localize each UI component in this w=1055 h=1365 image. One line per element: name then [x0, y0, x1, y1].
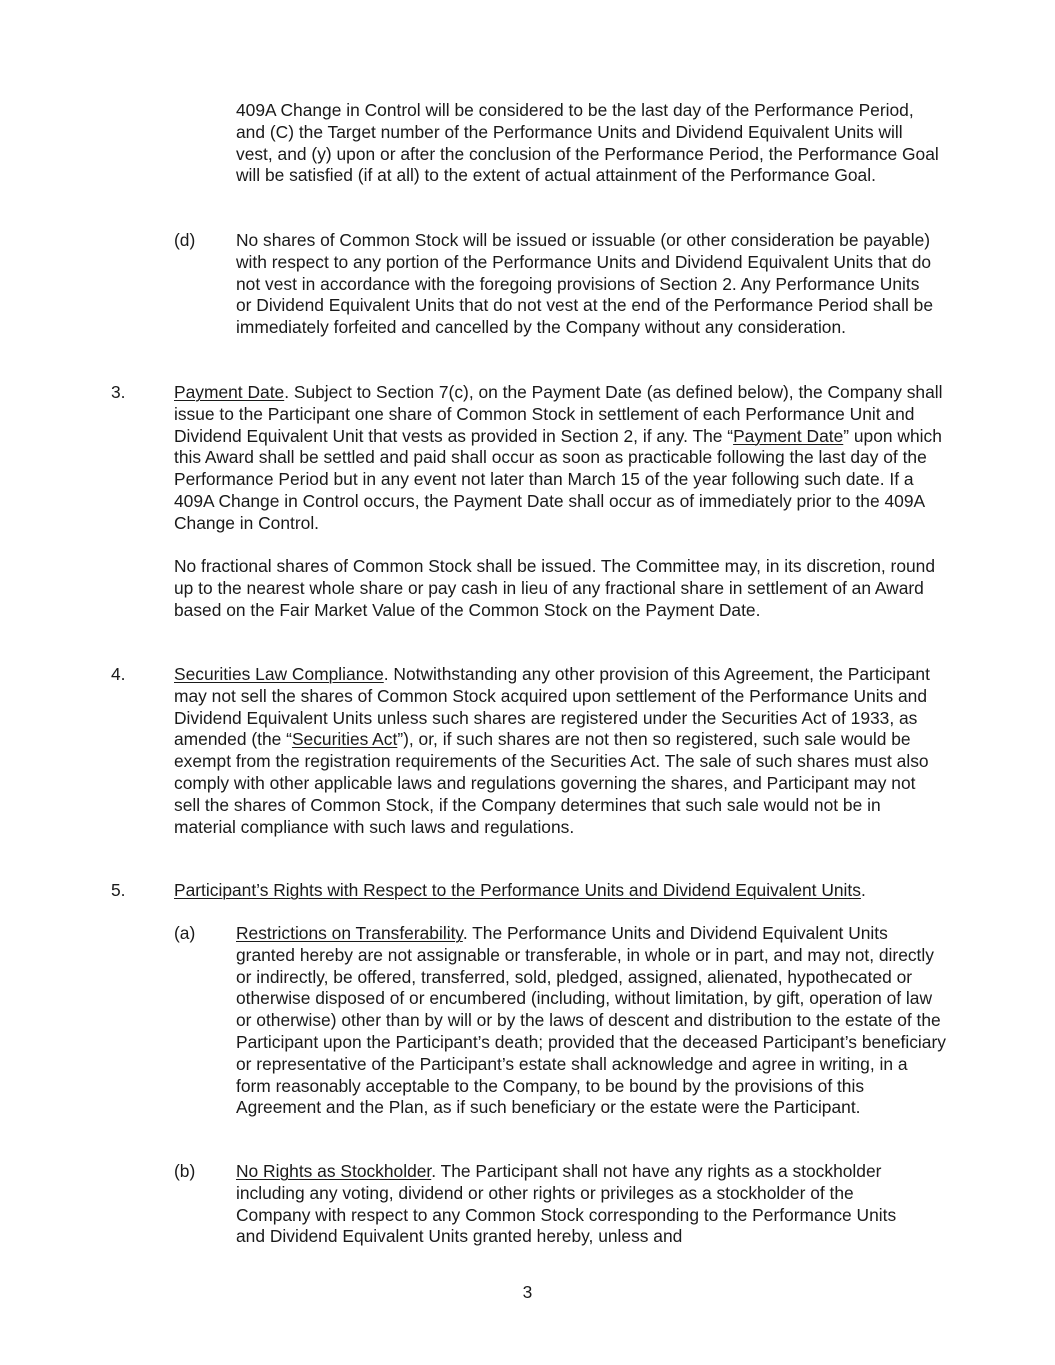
section-5-heading: Participant’s Rights with Respect to the Performance Units and Dividend Equivalent Units: [174, 880, 861, 900]
section-4-paragraph: [174, 664, 944, 838]
section-3-paragraph: [174, 382, 946, 535]
section-4-heading: Securities Law Compliance: [174, 664, 384, 684]
section-5-heading-line: [174, 880, 974, 902]
subsection-5b-text: . The Participant shall not have any rights as a stockholder including any voting, dividend or other rights or privileges as a stockholder of the Company with respect to any Common Stock corresponding to the Performance Units and Dividend Equivalent Units granted hereby, unless and: [236, 1161, 897, 1247]
section-3-heading: Payment Date: [174, 382, 285, 402]
subsection-5a-heading: Restrictions on Transferability: [236, 923, 463, 943]
subsection-d-label: (d): [174, 230, 196, 250]
section-3-number: 3.: [111, 382, 126, 402]
subsection-5b-label: (b): [174, 1161, 196, 1181]
subsection-5a-label: (a): [174, 923, 196, 943]
page-number: 3: [522, 1282, 533, 1302]
section-3-text-b: ” upon which this Award shall be settled and paid shall occur as soon as practicable following the last day of the Performance Period but in any event not later than March 15 of the year following such date. If a 409A Change in Control occurs, the Payment Date shall occur as of immediately prior to the 409A Change in Control.: [174, 425, 942, 533]
section-4-text-b: ”), or, if such shares are not then so registered, such sale would be exempt from the registration requirements of the Securities Act. The sale of such shares must also comply with other applicable laws and regulations governing the shares, and Participant may not sell the shares of Common Stock, if the Company determines that such sale would not be in material compliance with such laws and regulations.: [174, 729, 929, 837]
subsection-5b-heading: No Rights as Stockholder: [236, 1161, 432, 1181]
section-5-heading-end: .: [860, 880, 866, 900]
subsection-5a-paragraph: [236, 923, 946, 1119]
subsection-d-text: No shares of Common Stock will be issued or issuable (or other consideration be payable) with respect to any portion of the Performance Units and Dividend Equivalent Units that do not vest in accordance with the foregoing provisions of Section 2. Any Performance Units or Dividend Equivalent Units that do not vest at the end of the Performance Period shall be immediately forfeited and cancelled by the Company without any consideration.: [236, 230, 934, 338]
subsection-5b-paragraph: [236, 1161, 926, 1248]
section-5-number: 5.: [111, 880, 126, 900]
section-3-text-a: . Subject to Section 7(c), on the Payment Date (as defined below), the Company shall issue to the Participant one share of Common Stock in settlement of each Performance Unit and Dividend Equivalent Unit that vests as provided in Section 2, if any. The “: [174, 382, 943, 446]
securities-act-term: Securities Act: [291, 729, 398, 750]
section-4-number: 4.: [111, 664, 126, 684]
section-3-fractional-paragraph: No fractional shares of Common Stock shall be issued. The Committee may, in its discretion, round up to the nearest whole share or pay cash in lieu of any fractional share in settlement of an Award based on the Fair Market Value of the Common Stock on the Payment Date.: [174, 556, 936, 620]
continuation-paragraph: 409A Change in Control will be considered to be the last day of the Performance Period, and (C) the Target number of the Performance Units and Dividend Equivalent Units will vest, and (y) upon or after the conclusion of the Performance Period, the Performance Goal will be satisfied (if at all) to the extent of actual attainment of the Performance Goal.: [236, 100, 939, 186]
subsection-5a-text: . The Performance Units and Dividend Equivalent Units granted hereby are not assignable or transferable, in whole or in part, and may not, directly or indirectly, be offered, transferred, sold, pledged, assigned, alienated, hypothecated or otherwise disposed of or encumbered (including, without limitation, by gift, operation of law or otherwise) other than by will or by the laws of descent and distribution to the estate of the Participant upon the Participant’s death; provided that the deceased Participant’s beneficiary or representative of the Participant’s estate shall acknowledge and agree in writing, in a form reasonably acceptable to the Company, to be bound by the provisions of this Agreement and the Plan, as if such beneficiary or the estate were the Participant.: [236, 923, 946, 1118]
payment-date-term: Payment Date: [733, 425, 844, 446]
section-4-text-a: . Notwithstanding any other provision of this Agreement, the Participant may not sell the shares of Common Stock acquired upon settlement of the Performance Units and Dividend Equivalent Units unless such shares are registered under the Securities Act of 1933, as amended (the “: [174, 664, 930, 750]
